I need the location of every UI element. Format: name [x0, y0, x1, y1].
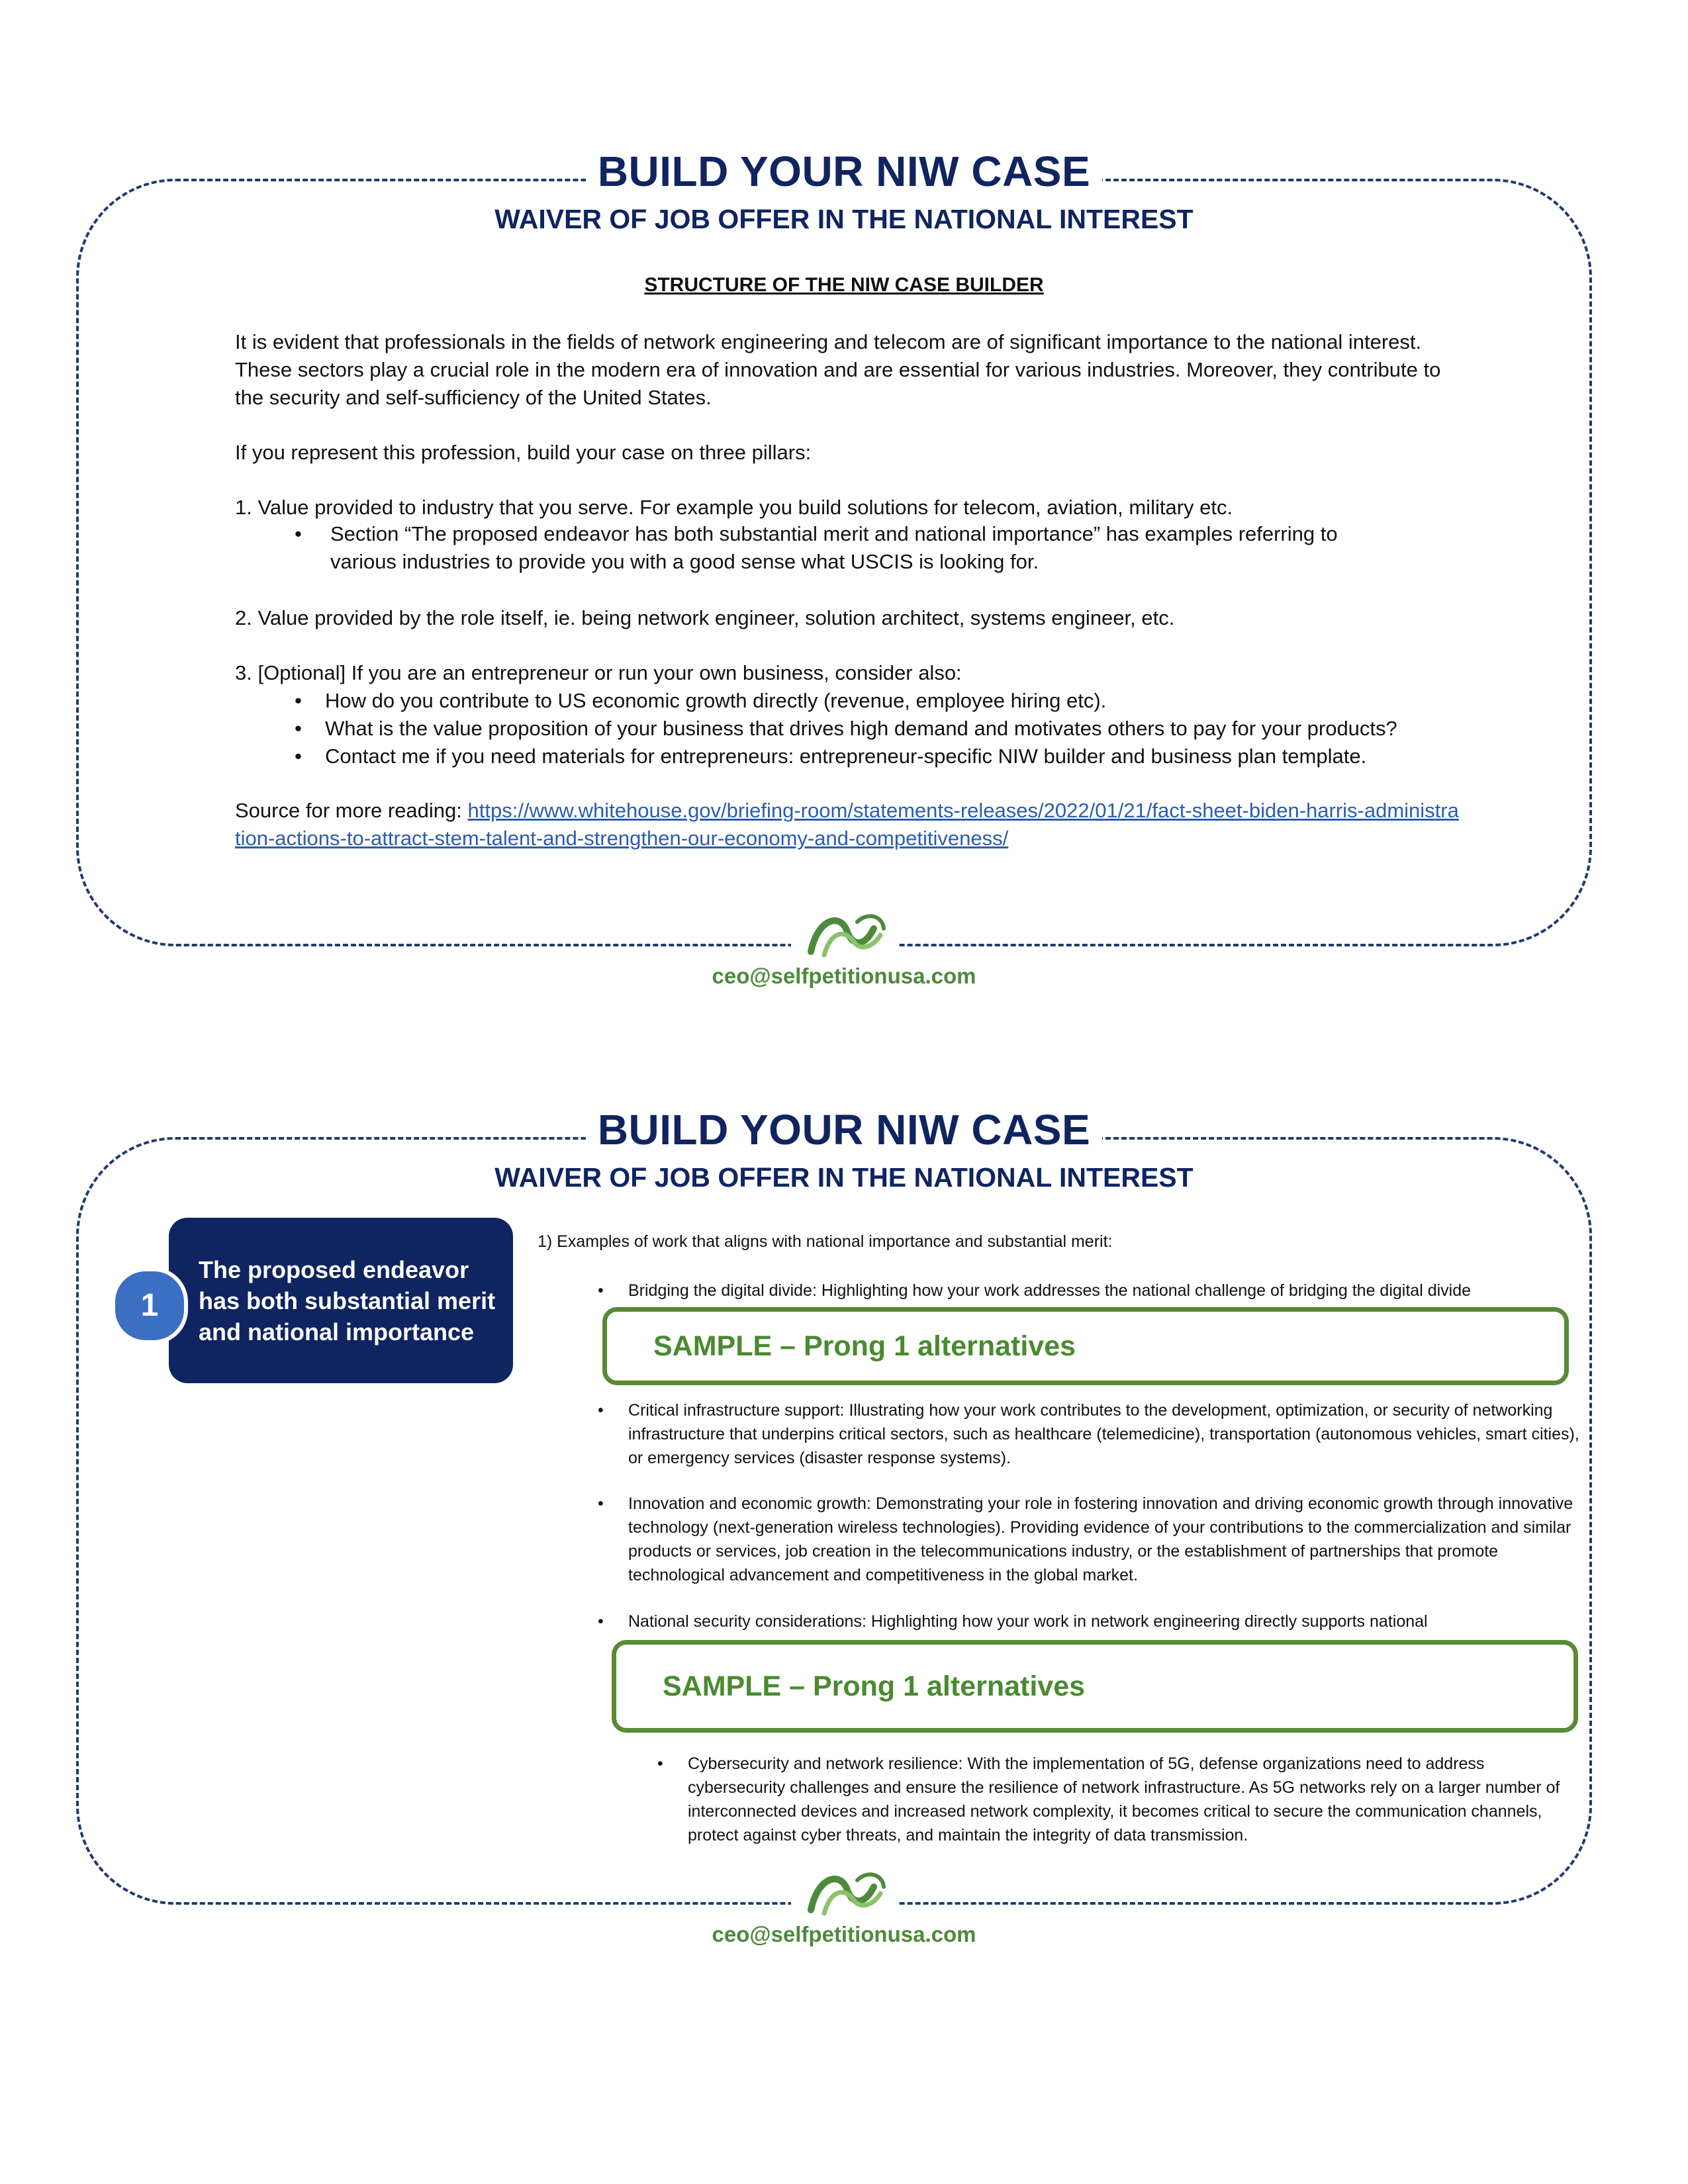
- panel1-intro: It is evident that professionals in the fields of network engineering and telecom are of significant importance to the national interest. These sectors play a crucial role in the modern era of innovation and are essential for various industries. Moreover, they contribute to the security and self-sufficiency of the United States.: [235, 330, 1441, 409]
- panel2-title-wrap: [0, 1105, 1688, 1154]
- panel2-bullets-b: [598, 1398, 1584, 1470]
- prong-number-badge: 1: [111, 1267, 188, 1344]
- panel2-bullets-c: [598, 1492, 1584, 1587]
- panel1-title: BUILD YOUR NIW CASE: [586, 147, 1102, 196]
- panel1-source: [235, 797, 1460, 852]
- sample-placeholder-1: [602, 1307, 1569, 1385]
- panel1-item-3-bullets: [295, 687, 1486, 770]
- panel1-item-2: 2. Value provided by the role itself, ie. being network engineer, solution architect, systems engineer, etc.: [235, 606, 1175, 629]
- panel1-pillars-intro: If you represent this profession, build your case on three pillars:: [235, 441, 812, 464]
- sample-placeholder-2: [612, 1640, 1578, 1733]
- panel2-list-heading: 1) Examples of work that aligns with national importance and substantial merit:: [538, 1232, 1113, 1251]
- panel1-title-wrap: [0, 147, 1688, 196]
- panel2-bullets-d: [598, 1610, 1584, 1633]
- list-item: • What is the value proposition of your business that drives high demand and motivates others to pay for your products?: [295, 715, 1486, 743]
- panel1-item-3: 3. [Optional] If you are an entrepreneur or run your own business, consider also:: [235, 661, 962, 684]
- source-link[interactable]: https://www.whitehouse.gov/briefing-room/statements-releases/2022/01/21/fact-sheet-biden-harris-administration-actions-to-attract-stem-talent-and-strengthen-our-economy-and-competitiveness/: [235, 799, 1459, 850]
- selfpetition-logo-icon: [791, 905, 897, 965]
- panel2-title: BUILD YOUR NIW CASE: [586, 1105, 1102, 1154]
- panel1-subtitle: WAIVER OF JOB OFFER IN THE NATIONAL INTEREST: [494, 204, 1194, 234]
- source-label: Source for more reading:: [235, 799, 468, 822]
- list-item: • How do you contribute to US economic growth directly (revenue, employee hiring etc).: [295, 687, 1486, 715]
- panel1-email: ceo@selfpetitionusa.com: [712, 964, 976, 988]
- panel1-item-1: 1. Value provided to industry that you serve. For example you build solutions for telecom, aviation, military etc.: [235, 496, 1233, 519]
- list-item: • Contact me if you need materials for entrepreneurs: entrepreneur-specific NIW builder and business plan template.: [295, 743, 1486, 770]
- list-item: • National security considerations: Highlighting how your work in network engineering directly supports national: [598, 1610, 1584, 1633]
- panel2-email: ceo@selfpetitionusa.com: [712, 1922, 976, 1946]
- list-item: • Critical infrastructure support: Illustrating how your work contributes to the development, optimization, or security of networking infrastructure that underpins critical sectors, such as healthcare (telemedicine), transportation (autonomous vehicles, smart cities), or emergency services (disaster response systems).: [598, 1398, 1584, 1470]
- list-item: • Innovation and economic growth: Demonstrating your role in fostering innovation and driving economic growth through innovative technology (next-generation wireless technologies). Providing evidence of your contributions to the commercialization and similar products or services, job creation in the telecommunications industry, or the establishment of partnerships that promote technological advancement and competitiveness in the global market.: [598, 1492, 1584, 1587]
- prong-badge-text: The proposed endeavor has both substantial merit and national importance: [199, 1256, 496, 1345]
- list-item: • Section “The proposed endeavor has both substantial merit and national importance” has examples referring to various industries to provide you with a good sense what USCIS is looking for.: [295, 520, 1380, 576]
- selfpetition-logo-icon: [791, 1864, 897, 1923]
- panel2-subtitle: WAIVER OF JOB OFFER IN THE NATIONAL INTEREST: [494, 1162, 1194, 1193]
- panel1-item-1-bullets: [295, 520, 1380, 576]
- sample-label: SAMPLE – Prong 1 alternatives: [653, 1330, 1076, 1362]
- panel2-bullets-a: [598, 1279, 1584, 1302]
- panel1-section-heading: STRUCTURE OF THE NIW CASE BUILDER: [644, 274, 1044, 296]
- list-item: • Cybersecurity and network resilience: With the implementation of 5G, defense organizations need to address cybersecurity challenges and ensure the resilience of network infrastructure. As 5G networks rely on a larger number of interconnected devices and increased network complexity, it becomes critical to secure the communication channels, protect against cyber threats, and maintain the integrity of data transmission.: [657, 1752, 1571, 1847]
- panel2-bullets-e: [657, 1752, 1571, 1847]
- list-item: • Bridging the digital divide: Highlighting how your work addresses the national challenge of bridging the digital divide: [598, 1279, 1584, 1302]
- sample-label: SAMPLE – Prong 1 alternatives: [663, 1670, 1086, 1702]
